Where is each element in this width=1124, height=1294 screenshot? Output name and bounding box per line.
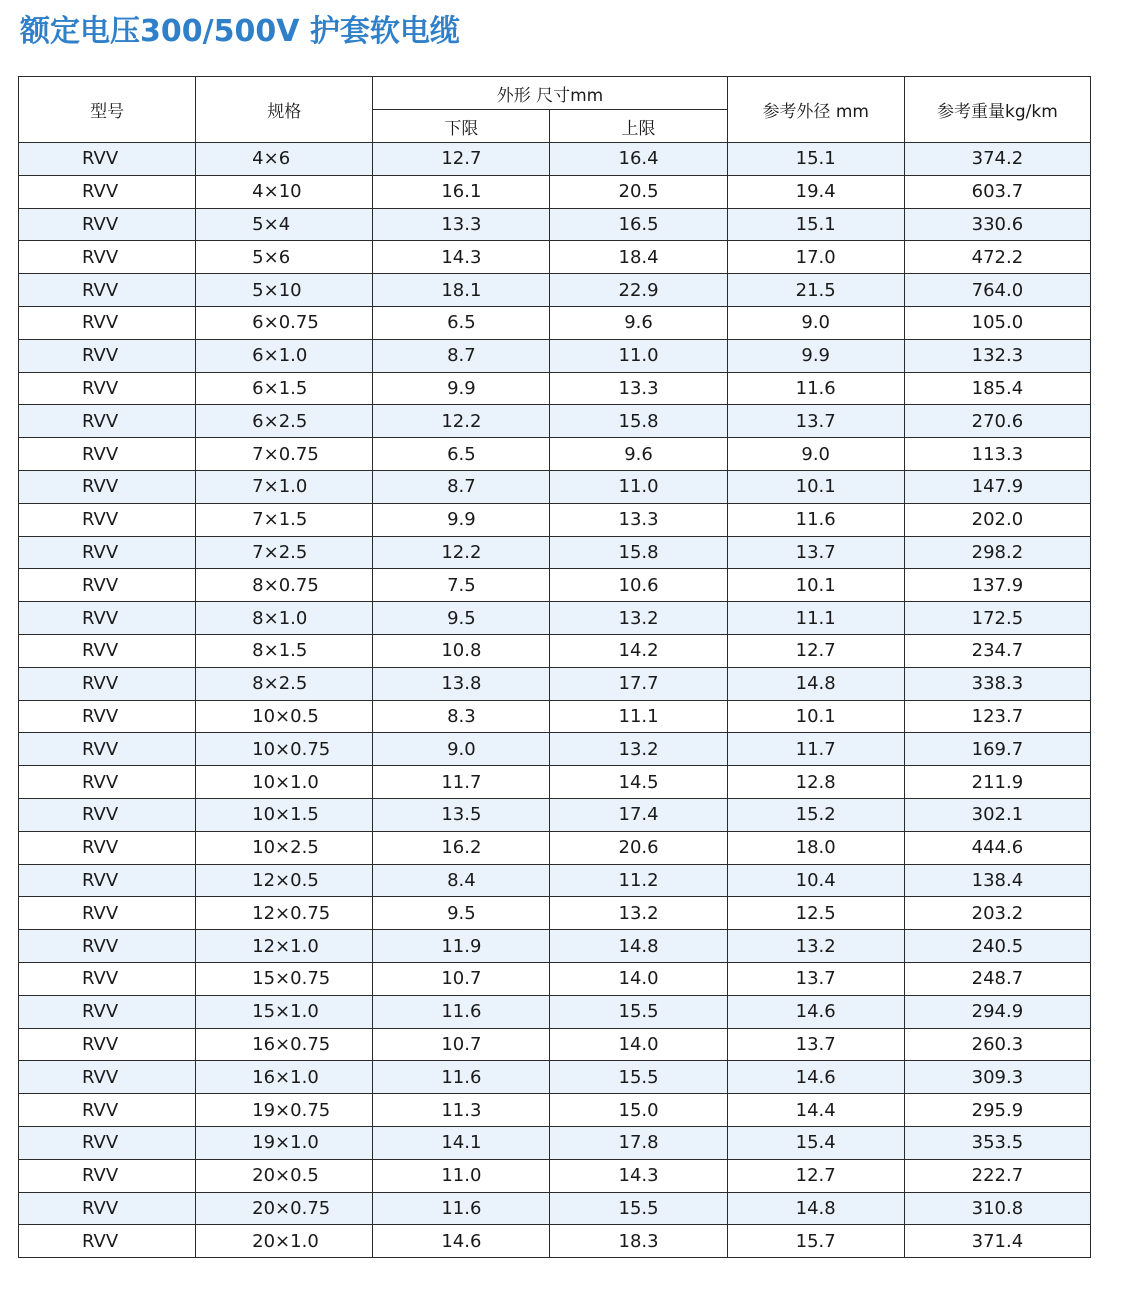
table-row (19, 667, 1091, 700)
cell-ref-weight: 353.5 (904, 1126, 1090, 1159)
cell-ref-diameter: 9.0 (727, 306, 904, 339)
cell-upper: 14.0 (550, 1028, 727, 1061)
cell-ref-diameter: 13.2 (727, 930, 904, 963)
cell-ref-weight: 302.1 (904, 798, 1090, 831)
cell-ref-weight: 309.3 (904, 1061, 1090, 1094)
table-row (19, 602, 1091, 635)
cell-ref-diameter: 12.7 (727, 1159, 904, 1192)
cell-ref-weight: 472.2 (904, 241, 1090, 274)
header-ref-diameter: 参考外径 mm (727, 77, 904, 143)
cell-upper: 13.3 (550, 372, 727, 405)
cell-ref-diameter: 12.5 (727, 897, 904, 930)
cell-lower: 13.5 (373, 798, 550, 831)
table-row (19, 1126, 1091, 1159)
cell-spec: 6×2.5 (196, 405, 373, 438)
cell-model: RVV (19, 569, 196, 602)
cell-ref-weight: 222.7 (904, 1159, 1090, 1192)
cell-lower: 11.6 (373, 1192, 550, 1225)
cell-ref-weight: 137.9 (904, 569, 1090, 602)
table-row (19, 438, 1091, 471)
cell-lower: 18.1 (373, 274, 550, 307)
cell-ref-diameter: 21.5 (727, 274, 904, 307)
cell-spec: 20×0.75 (196, 1192, 373, 1225)
table-row (19, 339, 1091, 372)
cell-ref-diameter: 12.7 (727, 634, 904, 667)
cell-upper: 11.0 (550, 339, 727, 372)
cell-model: RVV (19, 930, 196, 963)
cell-spec: 8×1.0 (196, 602, 373, 635)
cell-ref-weight: 211.9 (904, 766, 1090, 799)
cell-model: RVV (19, 175, 196, 208)
header-spec: 规格 (196, 77, 373, 143)
cell-ref-diameter: 12.8 (727, 766, 904, 799)
cell-spec: 7×1.5 (196, 503, 373, 536)
cell-spec: 7×2.5 (196, 536, 373, 569)
cell-lower: 12.2 (373, 405, 550, 438)
table-row (19, 766, 1091, 799)
cell-ref-weight: 295.9 (904, 1094, 1090, 1127)
cell-spec: 20×1.0 (196, 1225, 373, 1258)
cell-ref-diameter: 13.7 (727, 536, 904, 569)
cell-upper: 18.3 (550, 1225, 727, 1258)
cell-lower: 11.0 (373, 1159, 550, 1192)
cell-spec: 10×0.75 (196, 733, 373, 766)
cell-lower: 11.6 (373, 1061, 550, 1094)
table-body (19, 143, 1091, 1258)
cell-lower: 14.3 (373, 241, 550, 274)
table-row (19, 306, 1091, 339)
header-model: 型号 (19, 77, 196, 143)
cell-lower: 8.7 (373, 339, 550, 372)
cell-lower: 6.5 (373, 438, 550, 471)
cell-ref-weight: 203.2 (904, 897, 1090, 930)
cell-ref-weight: 105.0 (904, 306, 1090, 339)
table-row (19, 700, 1091, 733)
cell-model: RVV (19, 405, 196, 438)
table-row (19, 208, 1091, 241)
cell-spec: 6×1.0 (196, 339, 373, 372)
table-row (19, 143, 1091, 176)
cell-ref-diameter: 15.2 (727, 798, 904, 831)
cell-ref-weight: 603.7 (904, 175, 1090, 208)
cell-ref-diameter: 10.1 (727, 700, 904, 733)
cell-model: RVV (19, 143, 196, 176)
cell-model: RVV (19, 470, 196, 503)
table-row (19, 1192, 1091, 1225)
cell-ref-diameter: 14.8 (727, 1192, 904, 1225)
cell-lower: 9.9 (373, 503, 550, 536)
cell-spec: 5×10 (196, 274, 373, 307)
cell-lower: 12.7 (373, 143, 550, 176)
cell-spec: 10×1.5 (196, 798, 373, 831)
cell-ref-weight: 234.7 (904, 634, 1090, 667)
cell-lower: 12.2 (373, 536, 550, 569)
cell-ref-weight: 248.7 (904, 962, 1090, 995)
cell-ref-diameter: 10.1 (727, 470, 904, 503)
cell-spec: 8×2.5 (196, 667, 373, 700)
cell-lower: 11.9 (373, 930, 550, 963)
table-row (19, 470, 1091, 503)
cell-ref-diameter: 13.7 (727, 405, 904, 438)
cell-upper: 9.6 (550, 306, 727, 339)
cell-lower: 9.0 (373, 733, 550, 766)
cell-upper: 22.9 (550, 274, 727, 307)
cell-lower: 10.7 (373, 962, 550, 995)
cell-lower: 10.7 (373, 1028, 550, 1061)
cell-lower: 14.6 (373, 1225, 550, 1258)
cell-model: RVV (19, 766, 196, 799)
cell-lower: 9.5 (373, 602, 550, 635)
cell-ref-weight: 270.6 (904, 405, 1090, 438)
table-header (19, 77, 1091, 143)
cell-upper: 17.7 (550, 667, 727, 700)
table-row (19, 733, 1091, 766)
cell-ref-diameter: 11.7 (727, 733, 904, 766)
header-ref-weight: 参考重量kg/km (904, 77, 1090, 143)
cell-model: RVV (19, 1126, 196, 1159)
cell-model: RVV (19, 339, 196, 372)
cell-ref-weight: 310.8 (904, 1192, 1090, 1225)
cell-lower: 14.1 (373, 1126, 550, 1159)
cell-spec: 10×2.5 (196, 831, 373, 864)
cell-spec: 5×6 (196, 241, 373, 274)
cell-model: RVV (19, 1159, 196, 1192)
cell-ref-diameter: 17.0 (727, 241, 904, 274)
cell-lower: 7.5 (373, 569, 550, 602)
cell-upper: 14.2 (550, 634, 727, 667)
header-lower: 下限 (373, 110, 550, 143)
cell-model: RVV (19, 1225, 196, 1258)
cell-ref-weight: 138.4 (904, 864, 1090, 897)
cell-ref-weight: 298.2 (904, 536, 1090, 569)
cell-upper: 14.0 (550, 962, 727, 995)
cell-ref-weight: 371.4 (904, 1225, 1090, 1258)
cell-upper: 15.8 (550, 405, 727, 438)
table-row (19, 962, 1091, 995)
cell-ref-weight: 444.6 (904, 831, 1090, 864)
table-row (19, 1061, 1091, 1094)
cell-spec: 19×0.75 (196, 1094, 373, 1127)
cell-model: RVV (19, 208, 196, 241)
cell-lower: 9.9 (373, 372, 550, 405)
cell-spec: 10×1.0 (196, 766, 373, 799)
cell-lower: 13.8 (373, 667, 550, 700)
cell-ref-diameter: 11.6 (727, 372, 904, 405)
cell-model: RVV (19, 503, 196, 536)
cell-model: RVV (19, 438, 196, 471)
cell-upper: 20.6 (550, 831, 727, 864)
cell-spec: 7×1.0 (196, 470, 373, 503)
cell-spec: 4×6 (196, 143, 373, 176)
cell-ref-diameter: 15.1 (727, 143, 904, 176)
cell-spec: 6×1.5 (196, 372, 373, 405)
cell-lower: 8.3 (373, 700, 550, 733)
cell-ref-diameter: 15.7 (727, 1225, 904, 1258)
cell-ref-weight: 294.9 (904, 995, 1090, 1028)
cell-lower: 11.7 (373, 766, 550, 799)
cell-ref-diameter: 14.6 (727, 995, 904, 1028)
cell-upper: 14.8 (550, 930, 727, 963)
cell-ref-diameter: 15.1 (727, 208, 904, 241)
cell-spec: 15×0.75 (196, 962, 373, 995)
cell-model: RVV (19, 602, 196, 635)
cell-spec: 12×1.0 (196, 930, 373, 963)
cell-upper: 9.6 (550, 438, 727, 471)
cell-model: RVV (19, 733, 196, 766)
cell-spec: 10×0.5 (196, 700, 373, 733)
cell-ref-weight: 123.7 (904, 700, 1090, 733)
cell-ref-weight: 169.7 (904, 733, 1090, 766)
table-row (19, 175, 1091, 208)
cell-ref-weight: 330.6 (904, 208, 1090, 241)
cell-ref-diameter: 14.8 (727, 667, 904, 700)
cell-model: RVV (19, 306, 196, 339)
cell-spec: 7×0.75 (196, 438, 373, 471)
table-row (19, 634, 1091, 667)
cell-upper: 11.1 (550, 700, 727, 733)
cell-upper: 17.8 (550, 1126, 727, 1159)
table-row (19, 569, 1091, 602)
cell-lower: 16.2 (373, 831, 550, 864)
cell-upper: 16.4 (550, 143, 727, 176)
cell-lower: 13.3 (373, 208, 550, 241)
cell-ref-diameter: 10.1 (727, 569, 904, 602)
cell-spec: 4×10 (196, 175, 373, 208)
table-row (19, 503, 1091, 536)
table-row (19, 831, 1091, 864)
cell-ref-diameter: 13.7 (727, 962, 904, 995)
cell-ref-diameter: 9.9 (727, 339, 904, 372)
cell-model: RVV (19, 864, 196, 897)
cell-upper: 13.3 (550, 503, 727, 536)
cell-spec: 5×4 (196, 208, 373, 241)
cell-spec: 12×0.5 (196, 864, 373, 897)
cell-ref-weight: 147.9 (904, 470, 1090, 503)
cell-upper: 20.5 (550, 175, 727, 208)
cell-upper: 15.5 (550, 1061, 727, 1094)
table-row (19, 1225, 1091, 1258)
table-row (19, 274, 1091, 307)
cell-lower: 11.6 (373, 995, 550, 1028)
cell-model: RVV (19, 372, 196, 405)
cell-ref-weight: 185.4 (904, 372, 1090, 405)
header-upper: 上限 (550, 110, 727, 143)
cell-ref-weight: 240.5 (904, 930, 1090, 963)
cell-model: RVV (19, 962, 196, 995)
cell-ref-diameter: 15.4 (727, 1126, 904, 1159)
cell-ref-diameter: 11.6 (727, 503, 904, 536)
cell-spec: 15×1.0 (196, 995, 373, 1028)
cell-spec: 20×0.5 (196, 1159, 373, 1192)
cell-upper: 17.4 (550, 798, 727, 831)
cell-lower: 9.5 (373, 897, 550, 930)
cell-upper: 13.2 (550, 602, 727, 635)
cell-upper: 11.0 (550, 470, 727, 503)
table-row (19, 241, 1091, 274)
cell-lower: 8.7 (373, 470, 550, 503)
cell-spec: 8×0.75 (196, 569, 373, 602)
cell-upper: 15.5 (550, 1192, 727, 1225)
cell-ref-weight: 374.2 (904, 143, 1090, 176)
cell-upper: 16.5 (550, 208, 727, 241)
cell-upper: 11.2 (550, 864, 727, 897)
cell-ref-weight: 172.5 (904, 602, 1090, 635)
table-row (19, 536, 1091, 569)
cell-upper: 18.4 (550, 241, 727, 274)
cable-spec-table (18, 76, 1091, 1258)
cell-model: RVV (19, 1061, 196, 1094)
cell-ref-weight: 764.0 (904, 274, 1090, 307)
cell-spec: 6×0.75 (196, 306, 373, 339)
table-row (19, 372, 1091, 405)
cell-lower: 8.4 (373, 864, 550, 897)
cell-ref-weight: 202.0 (904, 503, 1090, 536)
cell-model: RVV (19, 831, 196, 864)
cell-spec: 16×1.0 (196, 1061, 373, 1094)
cell-spec: 8×1.5 (196, 634, 373, 667)
cell-upper: 15.0 (550, 1094, 727, 1127)
cell-ref-diameter: 18.0 (727, 831, 904, 864)
cell-spec: 16×0.75 (196, 1028, 373, 1061)
cell-model: RVV (19, 274, 196, 307)
cell-ref-weight: 132.3 (904, 339, 1090, 372)
cell-model: RVV (19, 667, 196, 700)
cell-spec: 19×1.0 (196, 1126, 373, 1159)
cell-model: RVV (19, 536, 196, 569)
cell-upper: 15.8 (550, 536, 727, 569)
cell-ref-diameter: 13.7 (727, 1028, 904, 1061)
cell-ref-weight: 260.3 (904, 1028, 1090, 1061)
cell-ref-diameter: 19.4 (727, 175, 904, 208)
page-title: 额定电压300/500V 护套软电缆 (20, 14, 460, 49)
cell-model: RVV (19, 1192, 196, 1225)
cell-upper: 14.5 (550, 766, 727, 799)
cell-model: RVV (19, 995, 196, 1028)
cell-upper: 13.2 (550, 733, 727, 766)
table-row (19, 995, 1091, 1028)
cell-model: RVV (19, 241, 196, 274)
header-outer-size: 外形 尺寸mm (373, 77, 727, 110)
table-row (19, 405, 1091, 438)
cell-ref-diameter: 9.0 (727, 438, 904, 471)
cell-lower: 6.5 (373, 306, 550, 339)
cell-model: RVV (19, 634, 196, 667)
cell-ref-weight: 338.3 (904, 667, 1090, 700)
cell-model: RVV (19, 897, 196, 930)
table-row (19, 1094, 1091, 1127)
cell-upper: 15.5 (550, 995, 727, 1028)
cell-lower: 10.8 (373, 634, 550, 667)
cell-ref-diameter: 11.1 (727, 602, 904, 635)
table-row (19, 798, 1091, 831)
cell-lower: 16.1 (373, 175, 550, 208)
table-row (19, 930, 1091, 963)
cell-spec: 12×0.75 (196, 897, 373, 930)
cell-upper: 13.2 (550, 897, 727, 930)
cell-model: RVV (19, 1028, 196, 1061)
cell-ref-diameter: 14.6 (727, 1061, 904, 1094)
cell-model: RVV (19, 798, 196, 831)
table-row (19, 897, 1091, 930)
cell-model: RVV (19, 700, 196, 733)
cell-upper: 14.3 (550, 1159, 727, 1192)
cell-lower: 11.3 (373, 1094, 550, 1127)
table-row (19, 1159, 1091, 1192)
cell-ref-diameter: 10.4 (727, 864, 904, 897)
table-row (19, 864, 1091, 897)
cell-ref-weight: 113.3 (904, 438, 1090, 471)
cell-upper: 10.6 (550, 569, 727, 602)
cell-model: RVV (19, 1094, 196, 1127)
cell-ref-diameter: 14.4 (727, 1094, 904, 1127)
table-row (19, 1028, 1091, 1061)
